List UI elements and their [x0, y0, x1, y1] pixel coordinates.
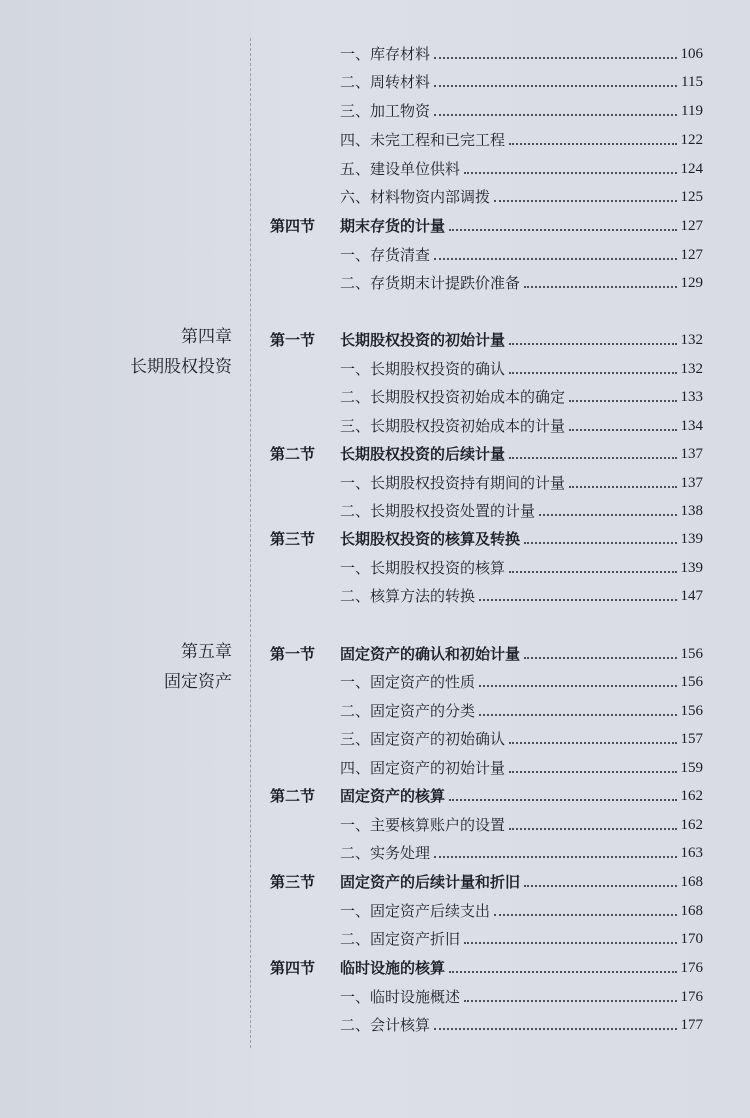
- section-number: 第三节: [270, 530, 316, 548]
- toc-item-row: [0, 241, 750, 269]
- page-number: 125: [680, 189, 703, 205]
- dot-leader: [434, 114, 677, 116]
- item-title: 二、固定资产的分类: [340, 702, 476, 720]
- page-number: 127: [680, 247, 703, 263]
- page-number: 176: [680, 960, 703, 976]
- chapter-number: 第五章: [181, 642, 232, 662]
- page-number: 177: [680, 1017, 703, 1033]
- dot-leader: [569, 400, 677, 402]
- page-number: 119: [681, 103, 703, 119]
- toc-item-row: [0, 383, 750, 411]
- toc-item-row: [0, 554, 750, 582]
- item-title: 一、长期股权投资的核算: [340, 559, 506, 577]
- item-title: 二、长期股权投资处置的计量: [340, 502, 536, 520]
- section-title: 长期股权投资的核算及转换: [340, 530, 521, 548]
- item-title: 二、存货期末计提跌价准备: [340, 274, 521, 292]
- page-number: 115: [681, 74, 703, 90]
- dot-leader: [494, 200, 677, 202]
- toc-item-row: [0, 668, 750, 696]
- toc-item-row: [0, 839, 750, 867]
- toc-section-row: [0, 212, 750, 240]
- page-number: 168: [680, 874, 703, 890]
- item-title: 四、固定资产的初始计量: [340, 759, 506, 777]
- page-number: 168: [680, 903, 703, 919]
- dot-leader: [479, 714, 677, 716]
- page-number: 157: [680, 731, 703, 747]
- item-title: 二、会计核算: [340, 1016, 431, 1034]
- item-title: 三、固定资产的初始确认: [340, 730, 506, 748]
- dot-leader: [509, 343, 677, 345]
- page-number: 156: [680, 674, 703, 690]
- dot-leader: [524, 542, 677, 544]
- toc-item-row: [0, 126, 750, 154]
- toc-item-row: [0, 40, 750, 68]
- dot-leader: [434, 57, 677, 59]
- toc-item-row: [0, 155, 750, 183]
- section-title: 固定资产的确认和初始计量: [340, 645, 521, 663]
- dot-leader: [569, 429, 677, 431]
- toc-item-row: [0, 725, 750, 753]
- page-number: 122: [680, 132, 703, 148]
- dot-leader: [524, 286, 677, 288]
- toc-item-row: [0, 469, 750, 497]
- toc-section-row: [0, 954, 750, 982]
- toc-item-row: [0, 754, 750, 782]
- chapter-title: 长期股权投资: [130, 357, 232, 377]
- page-number: 132: [680, 332, 703, 348]
- page-number: 156: [680, 646, 703, 662]
- page-number: 163: [680, 845, 703, 861]
- toc-item-row: [0, 1011, 750, 1039]
- toc-item-row: [0, 811, 750, 839]
- section-title: 固定资产的后续计量和折旧: [340, 873, 521, 891]
- page-number: 162: [680, 817, 703, 833]
- dot-leader: [509, 143, 677, 145]
- dot-leader: [479, 599, 677, 601]
- dot-leader: [509, 742, 677, 744]
- dot-leader: [464, 172, 677, 174]
- page-number: 147: [680, 588, 703, 604]
- dot-leader: [494, 914, 677, 916]
- dot-leader: [449, 799, 677, 801]
- page-number: 124: [680, 161, 703, 177]
- item-title: 一、长期股权投资的确认: [340, 360, 506, 378]
- toc-section-row: [0, 326, 750, 354]
- section-number: 第二节: [270, 445, 316, 463]
- toc-section-row: [0, 525, 750, 553]
- item-title: 二、实务处理: [340, 844, 431, 862]
- toc-section-row: [0, 782, 750, 810]
- page-number: 106: [680, 46, 703, 62]
- dot-leader: [449, 971, 677, 973]
- toc-section-row: [0, 640, 750, 668]
- item-title: 二、固定资产折旧: [340, 930, 461, 948]
- page-number: 159: [680, 760, 703, 776]
- item-title: 三、长期股权投资初始成本的计量: [340, 417, 566, 435]
- item-title: 六、材料物资内部调拨: [340, 188, 491, 206]
- item-title: 二、周转材料: [340, 73, 431, 91]
- item-title: 一、临时设施概述: [340, 988, 461, 1006]
- toc-item-row: [0, 582, 750, 610]
- page-number: 138: [680, 503, 703, 519]
- section-number: 第四节: [270, 959, 316, 977]
- page-number: 139: [680, 560, 703, 576]
- section-number: 第一节: [270, 645, 316, 663]
- toc-item-row: [0, 983, 750, 1011]
- item-title: 四、未完工程和已完工程: [340, 131, 506, 149]
- section-number: 第四节: [270, 217, 316, 235]
- toc-item-row: [0, 497, 750, 525]
- chapter-number: 第四章: [181, 327, 232, 347]
- toc-item-row: [0, 183, 750, 211]
- section-title: 长期股权投资的后续计量: [340, 445, 506, 463]
- dot-leader: [434, 856, 677, 858]
- item-title: 一、长期股权投资持有期间的计量: [340, 474, 566, 492]
- page-number: 170: [680, 931, 703, 947]
- dot-leader: [449, 229, 677, 231]
- item-title: 二、核算方法的转换: [340, 587, 476, 605]
- page-number: 176: [680, 989, 703, 1005]
- item-title: 一、主要核算账户的设置: [340, 816, 506, 834]
- page-number: 162: [680, 788, 703, 804]
- toc-item-row: [0, 269, 750, 297]
- dot-leader: [434, 258, 677, 260]
- toc-item-row: [0, 897, 750, 925]
- item-title: 一、固定资产后续支出: [340, 902, 491, 920]
- section-number: 第二节: [270, 787, 316, 805]
- page-number: 133: [680, 389, 703, 405]
- page-number: 156: [680, 703, 703, 719]
- dot-leader: [569, 486, 677, 488]
- dot-leader: [524, 885, 677, 887]
- dot-leader: [434, 1028, 677, 1030]
- item-title: 三、加工物资: [340, 102, 431, 120]
- section-title: 临时设施的核算: [340, 959, 446, 977]
- page-number: 134: [680, 418, 703, 434]
- dot-leader: [509, 457, 677, 459]
- section-title: 长期股权投资的初始计量: [340, 331, 506, 349]
- section-number: 第一节: [270, 331, 316, 349]
- item-title: 二、长期股权投资初始成本的确定: [340, 388, 566, 406]
- section-title: 固定资产的核算: [340, 787, 446, 805]
- toc-item-row: [0, 925, 750, 953]
- dot-leader: [524, 657, 677, 659]
- page-number: 137: [680, 475, 703, 491]
- item-title: 一、存货清查: [340, 246, 431, 264]
- dot-leader: [464, 942, 677, 944]
- page-number: 132: [680, 361, 703, 377]
- dot-leader: [464, 1000, 677, 1002]
- item-title: 一、库存材料: [340, 45, 431, 63]
- section-title: 期末存货的计量: [340, 217, 446, 235]
- toc-item-row: [0, 97, 750, 125]
- section-number: 第三节: [270, 873, 316, 891]
- toc-item-row: [0, 355, 750, 383]
- dot-leader: [539, 514, 677, 516]
- page-number: 139: [680, 531, 703, 547]
- dot-leader: [509, 372, 677, 374]
- dot-leader: [509, 571, 677, 573]
- page-number: 127: [680, 218, 703, 234]
- toc-item-row: [0, 412, 750, 440]
- page-number: 129: [680, 275, 703, 291]
- toc-item-row: [0, 68, 750, 96]
- dot-leader: [509, 771, 677, 773]
- dot-leader: [434, 85, 677, 87]
- toc-section-row: [0, 868, 750, 896]
- chapter-title: 固定资产: [164, 672, 232, 692]
- page-number: 137: [680, 446, 703, 462]
- toc-section-row: [0, 440, 750, 468]
- item-title: 一、固定资产的性质: [340, 673, 476, 691]
- toc-item-row: [0, 697, 750, 725]
- dot-leader: [509, 828, 677, 830]
- item-title: 五、建设单位供料: [340, 160, 461, 178]
- dot-leader: [479, 685, 677, 687]
